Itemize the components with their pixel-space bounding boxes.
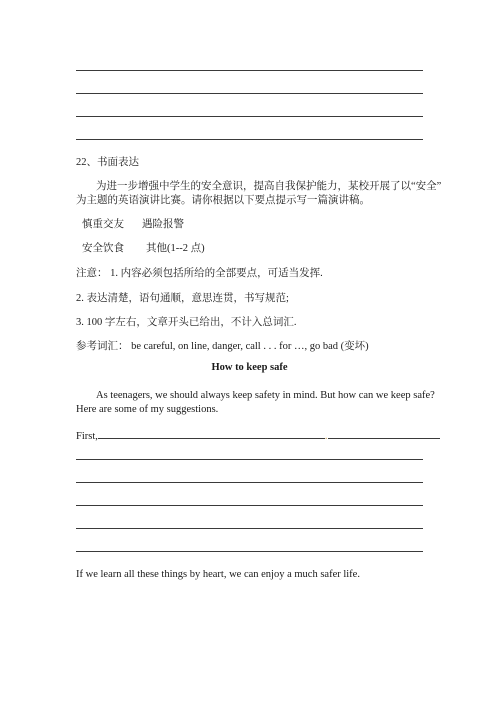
essay-line[interactable] [76, 551, 423, 552]
essay-line[interactable] [76, 528, 423, 529]
prompt-line-1: 为进一步增强中学生的安全意识，提高自我保护能力，某校开展了以“安全” [96, 181, 442, 192]
point-1: 慎重交友 [82, 219, 124, 230]
note-1: 注意： 1. 内容必须包括所给的全部要点，可适当发挥. [76, 268, 323, 279]
vocab-hint: 参考词汇： be careful, on line, danger, call . . . for …, go bad (变坏) [76, 341, 369, 352]
first-label: First, [76, 431, 98, 442]
answer-line [76, 139, 423, 140]
essay-line[interactable] [76, 482, 423, 483]
essay-line[interactable] [76, 459, 423, 460]
first-blank[interactable] [98, 428, 325, 439]
mark-dot: . [324, 431, 328, 442]
answer-line [76, 116, 423, 117]
intro-line-1: As teenagers, we should always keep safety in mind. But how can we keep safe? [96, 390, 435, 401]
prompt-line-2: 为主题的英语演讲比赛。请你根据以下要点提示写一篇演讲稿。 [76, 195, 370, 206]
first-line [76, 428, 440, 444]
essay-title: How to keep safe [211, 362, 288, 373]
note-3: 3. 100 字左右，文章开头已给出，不计入总词汇. [76, 317, 297, 328]
point-2: 遇险报警 [142, 219, 184, 230]
answer-line [76, 93, 423, 94]
point-3: 安全饮食 [82, 243, 124, 254]
conclusion: If we learn all these things by heart, we can enjoy a much safer life. [76, 569, 360, 580]
answer-line [76, 70, 423, 71]
first-blank-2[interactable] [328, 428, 440, 439]
point-4: 其他(1--2 点) [146, 243, 205, 254]
intro-line-2: Here are some of my suggestions. [76, 404, 219, 415]
note-2: 2. 表达清楚，语句通顺，意思连贯，书写规范; [76, 293, 289, 304]
essay-line[interactable] [76, 505, 423, 506]
question-heading: 22、书面表达 [76, 157, 139, 168]
